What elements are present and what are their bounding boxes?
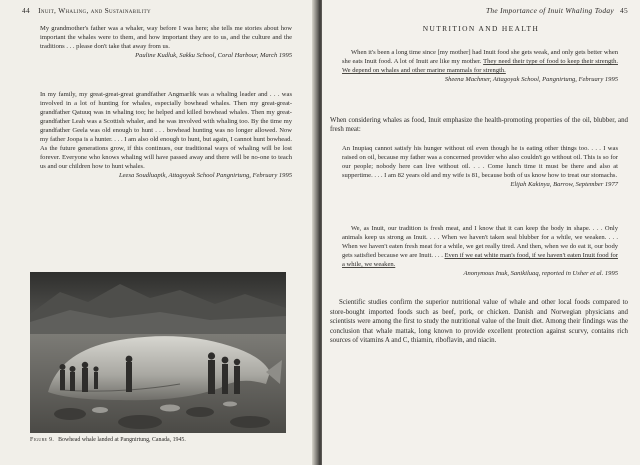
quote-kakinya [342, 144, 618, 189]
quote-machmer-attribution: Sheena Machmer, Attagoyak School, Pangnirtung, February 1995 [444, 76, 618, 84]
right-running-head [486, 6, 628, 15]
quote-anonymous-underlined: Even if we eat white man's food, if we haven't eaten Inuit food for a while, we weaken. [342, 252, 618, 269]
left-page [0, 0, 318, 465]
whale-photo [30, 272, 286, 433]
quote-anonymous-text [342, 224, 618, 269]
quote-soudluapik-attribution: Leesa Soudluapik, Attagoyak School Pangnirtung, February 1995 [119, 172, 292, 180]
paragraph-oil-blubber: When considering whales as food, Inuit emphasize the health-promoting properties of the oil, blubber, and fresh meat: [330, 117, 628, 134]
quote-soudluapik [40, 90, 292, 180]
quote-kakinya-text: An Inupiaq cannot satisfy his hunger without oil even though he is eating other things too. . . . I was raised on oil, because my father was a concerned provider who also couldn't go without oil. This is so for our people; nobody here can live without oil. . . . Come lunch time it must be there and also at suppertime. . . . I am 82 years old and my wife is 81, because both of us know how to treat our stomachs. [342, 145, 618, 180]
right-page [322, 0, 640, 465]
paragraph-scientific-studies: Scientific studies confirm the superior nutritional value of whale and other local foods compared to store-bought imported foods such as beef, pork, or chicken. Danish and Norwegian physicians and scientists were among the first to study the nutritional value of the Inuit diet. Among their findings was the conclusion that whale mattak, long known to provide excellent protection against scurvy, contains rich sources of vitamins A and C, thiamin, riboflavin, and niacin. [330, 299, 628, 345]
quote-machmer-text [342, 48, 618, 75]
quote-soudluapik-text: In my family, my great-great-great grandfather Angmarlik was a whaling leader and . . . was involved in a lot of hunting for whales, especially bowhead whales. Then my great-great-grandfather Qatuuq was in whaling too; he helped and killed bowhead whales. Then my great-grandfather Leah was a Scottish whaler, and he was involved with whaling too. By the time my grandfather Geela was old enough to hunt . . . bowhead hunting was no longer allowed. Now my father Joopa is a hunter. . . . I am also old enough to hunt, but again, I cannot hunt bowhead. As the future generations grow, if this continues, our traditional ways of whaling will be lost forever. Everyone who knows whaling will have passed away and there will be no-one to teach us and our children how to hunt whales. [40, 91, 292, 171]
left-running-head [22, 6, 151, 15]
right-page-number: 45 [620, 6, 628, 15]
quote-anonymous-part1: We, as Inuit, our tradition is fresh meat, and I know that it can keep the body in shape. . . . Only animals keep us strong as Inuit. . . . When we haven't taken seal blubber for a while, we weaken. . . . When we haven't eaten fresh meat for a while, we get really tired. And then, when we do eat it, our body gets satisfied because we are Inuit. . . . [342, 225, 618, 260]
quote-kakinya-attribution: Elijah Kakinya, Barrow, September 1977 [510, 181, 618, 189]
quote-machmer-part1: When it's been a long time since [my mother] had Inuit food she gets weak, and only gets better when she eats Inuit food. A lot of Inuit are like my mother. [342, 49, 618, 66]
left-page-number: 44 [22, 6, 30, 15]
quote-machmer-underlined: They need their type of food to keep their strength. We depend on whales and other marine mammals for strength. [342, 58, 618, 75]
figure-caption-text: Bowhead whale landed at Pangnirtung, Canada, 1945. [58, 437, 186, 443]
quote-kudluk-attribution: Pauline Kudluk, Sakku School, Coral Harbour, March 1995 [135, 52, 292, 60]
right-running-title: The Importance of Inuit Whaling Today [485, 6, 614, 15]
quote-machmer [342, 48, 618, 84]
figure-caption [30, 437, 186, 443]
quote-kudluk [40, 24, 292, 60]
figure-label: Figure 9. [30, 437, 55, 443]
section-title: NUTRITION AND HEALTH [422, 24, 540, 33]
quote-kudluk-text: My grandmother's father was a whaler, way before I was here; she tells me stories about how important the whales were to them, and how important they are to us, and the culture and the traditions . . . please don't take that away from us. [40, 25, 292, 51]
quote-anonymous [342, 224, 618, 278]
whale-photo-drawing [30, 272, 286, 433]
left-running-title: Inuit, Whaling, and Sustainability [38, 6, 151, 15]
quote-anonymous-attribution: Anonymous Inuk, Sanikiluaq, reported in Usher et al. 1995 [463, 270, 618, 278]
